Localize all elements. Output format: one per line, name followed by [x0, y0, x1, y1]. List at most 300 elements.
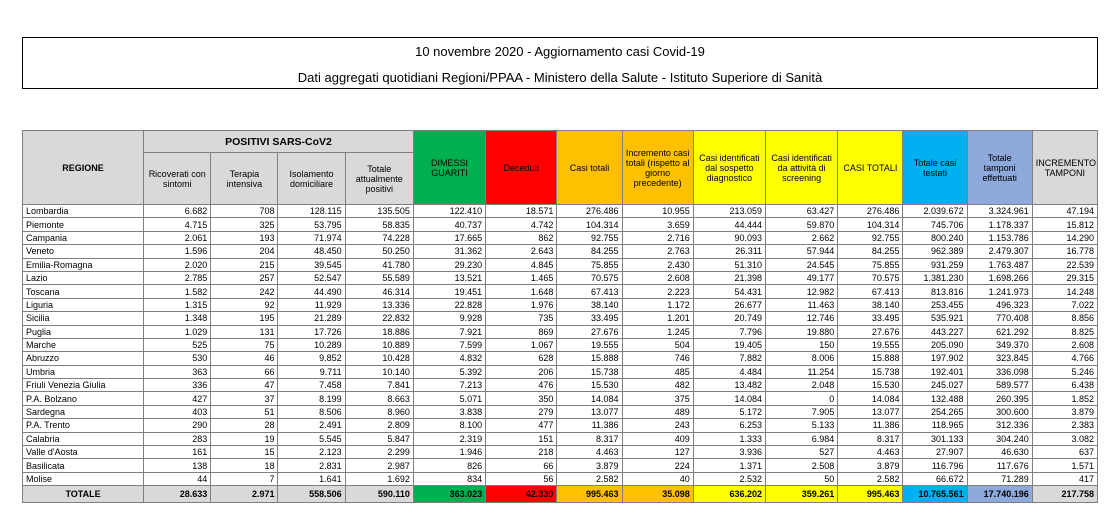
- casi-totali-caps-cell: 11.386: [838, 419, 903, 432]
- deceduti-cell: 1.067: [486, 338, 557, 351]
- dimessi-cell: 17.665: [413, 231, 485, 244]
- screening-cell: 19.880: [766, 325, 838, 338]
- table-row: [23, 352, 1098, 365]
- header-totale-tamponi: Totale tamponi effettuati: [967, 131, 1032, 205]
- region-cell: Abruzzo: [23, 352, 144, 365]
- region-cell: P.A. Bolzano: [23, 392, 144, 405]
- screening-cell: 7.905: [766, 405, 838, 418]
- isolamento-cell: 52.547: [278, 271, 345, 284]
- dimessi-cell: 834: [413, 472, 485, 485]
- isolamento-cell: 128.115: [278, 205, 345, 218]
- totale-positivi-cell: 135.505: [345, 205, 413, 218]
- sospetto-diagnostico-cell: 21.398: [693, 271, 765, 284]
- total-region-cell: TOTALE: [23, 486, 144, 503]
- incremento-casi-cell: 489: [622, 405, 693, 418]
- totale-tamponi-cell: 349.370: [967, 338, 1032, 351]
- dimessi-cell: 7.599: [413, 338, 485, 351]
- deceduti-cell: 4.742: [486, 218, 557, 231]
- totale-testati-cell: 192.401: [903, 365, 967, 378]
- casi-totali-caps-cell: 15.738: [838, 365, 903, 378]
- table-row: [23, 285, 1098, 298]
- screening-cell: 527: [766, 446, 838, 459]
- incremento-casi-cell: 224: [622, 459, 693, 472]
- deceduti-cell: 18.571: [486, 205, 557, 218]
- totale-positivi-cell: 10.140: [345, 365, 413, 378]
- incremento-casi-cell: 375: [622, 392, 693, 405]
- totale-testati-cell: 535.921: [903, 312, 967, 325]
- terapia-intensiva-cell: 18: [211, 459, 278, 472]
- total-row: [23, 486, 1098, 503]
- incremento-casi-cell: 3.659: [622, 218, 693, 231]
- total-screening-cell: 359.261: [766, 486, 838, 503]
- terapia-intensiva-cell: 51: [211, 405, 278, 418]
- totale-testati-cell: 745.706: [903, 218, 967, 231]
- ricoverati-cell: 1.029: [144, 325, 211, 338]
- sospetto-diagnostico-cell: 13.482: [693, 379, 765, 392]
- casi-totali-caps-cell: 8.317: [838, 432, 903, 445]
- terapia-intensiva-cell: 325: [211, 218, 278, 231]
- totale-tamponi-cell: 304.240: [967, 432, 1032, 445]
- ricoverati-cell: 427: [144, 392, 211, 405]
- isolamento-cell: 9.852: [278, 352, 345, 365]
- table-row: [23, 446, 1098, 459]
- sospetto-diagnostico-cell: 1.333: [693, 432, 765, 445]
- sospetto-diagnostico-cell: 2.532: [693, 472, 765, 485]
- totale-positivi-cell: 7.841: [345, 379, 413, 392]
- isolamento-cell: 48.450: [278, 245, 345, 258]
- header-screening: Casi identificati da attività di screening: [766, 131, 838, 205]
- totale-tamponi-cell: 3.324.961: [967, 205, 1032, 218]
- incremento-casi-cell: 2.223: [622, 285, 693, 298]
- sospetto-diagnostico-cell: 213.059: [693, 205, 765, 218]
- totale-positivi-cell: 2.809: [345, 419, 413, 432]
- incremento-casi-cell: 409: [622, 432, 693, 445]
- deceduti-cell: 4.845: [486, 258, 557, 271]
- table-row: [23, 405, 1098, 418]
- totale-testati-cell: 197.902: [903, 352, 967, 365]
- casi-totali-caps-cell: 13.077: [838, 405, 903, 418]
- isolamento-cell: 44.490: [278, 285, 345, 298]
- screening-cell: 59.870: [766, 218, 838, 231]
- totale-tamponi-cell: 336.098: [967, 365, 1032, 378]
- casi-totali-cell: 75.855: [557, 258, 622, 271]
- terapia-intensiva-cell: 195: [211, 312, 278, 325]
- deceduti-cell: 1.976: [486, 298, 557, 311]
- totale-testati-cell: 2.039.672: [903, 205, 967, 218]
- totale-tamponi-cell: 71.289: [967, 472, 1032, 485]
- ricoverati-cell: 4.715: [144, 218, 211, 231]
- casi-totali-cell: 14.084: [557, 392, 622, 405]
- dimessi-cell: 31.362: [413, 245, 485, 258]
- table-row: [23, 392, 1098, 405]
- incremento-tamponi-cell: 14.290: [1032, 231, 1097, 244]
- incremento-tamponi-cell: 15.812: [1032, 218, 1097, 231]
- terapia-intensiva-cell: 131: [211, 325, 278, 338]
- region-cell: Lazio: [23, 271, 144, 284]
- casi-totali-caps-cell: 38.140: [838, 298, 903, 311]
- dimessi-cell: 9.928: [413, 312, 485, 325]
- ricoverati-cell: 161: [144, 446, 211, 459]
- casi-totali-cell: 2.582: [557, 472, 622, 485]
- casi-totali-cell: 276.486: [557, 205, 622, 218]
- totale-testati-cell: 27.907: [903, 446, 967, 459]
- deceduti-cell: 151: [486, 432, 557, 445]
- header-isolamento: Isolamento domiciliare: [278, 153, 345, 205]
- casi-totali-cell: 15.530: [557, 379, 622, 392]
- totale-positivi-cell: 2.987: [345, 459, 413, 472]
- totale-positivi-cell: 8.663: [345, 392, 413, 405]
- screening-cell: 57.944: [766, 245, 838, 258]
- deceduti-cell: 218: [486, 446, 557, 459]
- screening-cell: 8.006: [766, 352, 838, 365]
- dimessi-cell: 19.451: [413, 285, 485, 298]
- totale-testati-cell: 443.227: [903, 325, 967, 338]
- casi-totali-cell: 104.314: [557, 218, 622, 231]
- table-row: [23, 231, 1098, 244]
- region-cell: Liguria: [23, 298, 144, 311]
- sospetto-diagnostico-cell: 19.405: [693, 338, 765, 351]
- dimessi-cell: 5.071: [413, 392, 485, 405]
- totale-positivi-cell: 1.692: [345, 472, 413, 485]
- incremento-casi-cell: 1.172: [622, 298, 693, 311]
- region-cell: Friuli Venezia Giulia: [23, 379, 144, 392]
- casi-totali-caps-cell: 15.888: [838, 352, 903, 365]
- total-totale-testati-cell: 10.765.561: [903, 486, 967, 503]
- sospetto-diagnostico-cell: 51.310: [693, 258, 765, 271]
- casi-totali-caps-cell: 67.413: [838, 285, 903, 298]
- incremento-tamponi-cell: 2.608: [1032, 338, 1097, 351]
- totale-tamponi-cell: 2.479.307: [967, 245, 1032, 258]
- dimessi-cell: 29.230: [413, 258, 485, 271]
- screening-cell: 11.254: [766, 365, 838, 378]
- terapia-intensiva-cell: 19: [211, 432, 278, 445]
- casi-totali-cell: 13.077: [557, 405, 622, 418]
- isolamento-cell: 11.929: [278, 298, 345, 311]
- screening-cell: 150: [766, 338, 838, 351]
- screening-cell: 12.982: [766, 285, 838, 298]
- casi-totali-caps-cell: 19.555: [838, 338, 903, 351]
- totale-tamponi-cell: 770.408: [967, 312, 1032, 325]
- incremento-tamponi-cell: 5.246: [1032, 365, 1097, 378]
- sospetto-diagnostico-cell: 14.084: [693, 392, 765, 405]
- totale-testati-cell: 118.965: [903, 419, 967, 432]
- header-terapia-intensiva: Terapia intensiva: [211, 153, 278, 205]
- header-deceduti: Deceduti: [486, 131, 557, 205]
- region-cell: Emilia-Romagna: [23, 258, 144, 271]
- casi-totali-caps-cell: 84.255: [838, 245, 903, 258]
- table-row: [23, 419, 1098, 432]
- incremento-casi-cell: 2.763: [622, 245, 693, 258]
- isolamento-cell: 71.974: [278, 231, 345, 244]
- totale-positivi-cell: 58.835: [345, 218, 413, 231]
- incremento-tamponi-cell: 3.879: [1032, 405, 1097, 418]
- ricoverati-cell: 1.315: [144, 298, 211, 311]
- ricoverati-cell: 6.682: [144, 205, 211, 218]
- incremento-casi-cell: 243: [622, 419, 693, 432]
- isolamento-cell: 2.831: [278, 459, 345, 472]
- sospetto-diagnostico-cell: 5.172: [693, 405, 765, 418]
- isolamento-cell: 2.491: [278, 419, 345, 432]
- totale-testati-cell: 813.816: [903, 285, 967, 298]
- totale-testati-cell: 254.265: [903, 405, 967, 418]
- casi-totali-caps-cell: 14.084: [838, 392, 903, 405]
- totale-positivi-cell: 22.832: [345, 312, 413, 325]
- totale-positivi-cell: 5.847: [345, 432, 413, 445]
- incremento-casi-cell: 485: [622, 365, 693, 378]
- region-cell: Sicilia: [23, 312, 144, 325]
- terapia-intensiva-cell: 242: [211, 285, 278, 298]
- table-row: [23, 205, 1098, 218]
- incremento-casi-cell: 10.955: [622, 205, 693, 218]
- totale-testati-cell: 800.240: [903, 231, 967, 244]
- table-row: [23, 472, 1098, 485]
- terapia-intensiva-cell: 37: [211, 392, 278, 405]
- table-row: [23, 325, 1098, 338]
- isolamento-cell: 1.641: [278, 472, 345, 485]
- casi-totali-caps-cell: 104.314: [838, 218, 903, 231]
- incremento-tamponi-cell: 8.856: [1032, 312, 1097, 325]
- dimessi-cell: 3.838: [413, 405, 485, 418]
- ricoverati-cell: 2.061: [144, 231, 211, 244]
- isolamento-cell: 17.726: [278, 325, 345, 338]
- totale-tamponi-cell: 117.676: [967, 459, 1032, 472]
- region-cell: Molise: [23, 472, 144, 485]
- report-title: 10 novembre 2020 - Aggiornamento casi Covid-19: [415, 44, 705, 59]
- dimessi-cell: 7.921: [413, 325, 485, 338]
- screening-cell: 2.048: [766, 379, 838, 392]
- total-sospetto-diagnostico-cell: 636.202: [693, 486, 765, 503]
- casi-totali-caps-cell: 75.855: [838, 258, 903, 271]
- sospetto-diagnostico-cell: 1.371: [693, 459, 765, 472]
- totale-tamponi-cell: 1.153.786: [967, 231, 1032, 244]
- deceduti-cell: 735: [486, 312, 557, 325]
- totale-tamponi-cell: 1.178.337: [967, 218, 1032, 231]
- totale-positivi-cell: 10.428: [345, 352, 413, 365]
- region-cell: Toscana: [23, 285, 144, 298]
- totale-positivi-cell: 55.589: [345, 271, 413, 284]
- isolamento-cell: 2.123: [278, 446, 345, 459]
- incremento-tamponi-cell: 14.248: [1032, 285, 1097, 298]
- header-totale-positivi: Totale attualmente positivi: [345, 153, 413, 205]
- casi-totali-cell: 38.140: [557, 298, 622, 311]
- casi-totali-caps-cell: 70.575: [838, 271, 903, 284]
- region-cell: Marche: [23, 338, 144, 351]
- incremento-casi-cell: 2.716: [622, 231, 693, 244]
- ricoverati-cell: 363: [144, 365, 211, 378]
- region-cell: Valle d'Aosta: [23, 446, 144, 459]
- isolamento-cell: 5.545: [278, 432, 345, 445]
- incremento-casi-cell: 746: [622, 352, 693, 365]
- totale-testati-cell: 1.381.230: [903, 271, 967, 284]
- totale-positivi-cell: 13.336: [345, 298, 413, 311]
- totale-tamponi-cell: 1.763.487: [967, 258, 1032, 271]
- incremento-casi-cell: 1.201: [622, 312, 693, 325]
- incremento-tamponi-cell: 1.852: [1032, 392, 1097, 405]
- total-terapia-intensiva-cell: 2.971: [211, 486, 278, 503]
- casi-totali-cell: 11.386: [557, 419, 622, 432]
- incremento-casi-cell: 1.245: [622, 325, 693, 338]
- ricoverati-cell: 530: [144, 352, 211, 365]
- casi-totali-cell: 33.495: [557, 312, 622, 325]
- ricoverati-cell: 2.785: [144, 271, 211, 284]
- dimessi-cell: 826: [413, 459, 485, 472]
- totale-tamponi-cell: 300.600: [967, 405, 1032, 418]
- terapia-intensiva-cell: 75: [211, 338, 278, 351]
- dimessi-cell: 8.100: [413, 419, 485, 432]
- covid-data-table: [22, 130, 1098, 503]
- ricoverati-cell: 290: [144, 419, 211, 432]
- dimessi-cell: 4.832: [413, 352, 485, 365]
- table-row: [23, 459, 1098, 472]
- deceduti-cell: 476: [486, 379, 557, 392]
- header-incremento-casi: Incremento casi totali (rispetto al giorno precedente): [622, 131, 693, 205]
- screening-cell: 49.177: [766, 271, 838, 284]
- casi-totali-cell: 27.676: [557, 325, 622, 338]
- screening-cell: 11.463: [766, 298, 838, 311]
- screening-cell: 50: [766, 472, 838, 485]
- sospetto-diagnostico-cell: 44.444: [693, 218, 765, 231]
- total-ricoverati-cell: 28.633: [144, 486, 211, 503]
- deceduti-cell: 2.643: [486, 245, 557, 258]
- screening-cell: 24.545: [766, 258, 838, 271]
- incremento-casi-cell: 504: [622, 338, 693, 351]
- header-dimessi: DIMESSI GUARITI: [413, 131, 485, 205]
- casi-totali-cell: 19.555: [557, 338, 622, 351]
- header-casi-totali-caps: CASI TOTALI: [838, 131, 903, 205]
- isolamento-cell: 53.795: [278, 218, 345, 231]
- totale-testati-cell: 132.488: [903, 392, 967, 405]
- isolamento-cell: 8.199: [278, 392, 345, 405]
- ricoverati-cell: 138: [144, 459, 211, 472]
- deceduti-cell: 628: [486, 352, 557, 365]
- totale-tamponi-cell: 46.630: [967, 446, 1032, 459]
- deceduti-cell: 206: [486, 365, 557, 378]
- totale-positivi-cell: 2.299: [345, 446, 413, 459]
- casi-totali-cell: 4.463: [557, 446, 622, 459]
- table-row: [23, 271, 1098, 284]
- deceduti-cell: 869: [486, 325, 557, 338]
- deceduti-cell: 1.648: [486, 285, 557, 298]
- incremento-casi-cell: 40: [622, 472, 693, 485]
- totale-positivi-cell: 18.886: [345, 325, 413, 338]
- total-incremento-tamponi-cell: 217.758: [1032, 486, 1097, 503]
- screening-cell: 2.508: [766, 459, 838, 472]
- screening-cell: 6.984: [766, 432, 838, 445]
- sospetto-diagnostico-cell: 7.882: [693, 352, 765, 365]
- terapia-intensiva-cell: 7: [211, 472, 278, 485]
- casi-totali-caps-cell: 27.676: [838, 325, 903, 338]
- total-casi-totali-cell: 995.463: [557, 486, 622, 503]
- sospetto-diagnostico-cell: 90.093: [693, 231, 765, 244]
- totale-testati-cell: 66.672: [903, 472, 967, 485]
- deceduti-cell: 66: [486, 459, 557, 472]
- total-incremento-casi-cell: 35.098: [622, 486, 693, 503]
- terapia-intensiva-cell: 66: [211, 365, 278, 378]
- incremento-casi-cell: 2.430: [622, 258, 693, 271]
- casi-totali-cell: 92.755: [557, 231, 622, 244]
- ricoverati-cell: 44: [144, 472, 211, 485]
- casi-totali-caps-cell: 276.486: [838, 205, 903, 218]
- incremento-tamponi-cell: 16.778: [1032, 245, 1097, 258]
- sospetto-diagnostico-cell: 4.484: [693, 365, 765, 378]
- totale-positivi-cell: 50.250: [345, 245, 413, 258]
- incremento-tamponi-cell: 2.383: [1032, 419, 1097, 432]
- dimessi-cell: 2.319: [413, 432, 485, 445]
- ricoverati-cell: 336: [144, 379, 211, 392]
- region-cell: Basilicata: [23, 459, 144, 472]
- casi-totali-cell: 70.575: [557, 271, 622, 284]
- isolamento-cell: 10.289: [278, 338, 345, 351]
- deceduti-cell: 350: [486, 392, 557, 405]
- title-box: [22, 37, 1098, 89]
- sospetto-diagnostico-cell: 6.253: [693, 419, 765, 432]
- incremento-tamponi-cell: 29.315: [1032, 271, 1097, 284]
- incremento-casi-cell: 127: [622, 446, 693, 459]
- casi-totali-cell: 84.255: [557, 245, 622, 258]
- sospetto-diagnostico-cell: 20.749: [693, 312, 765, 325]
- dimessi-cell: 13.521: [413, 271, 485, 284]
- casi-totali-caps-cell: 2.582: [838, 472, 903, 485]
- table-row: [23, 218, 1098, 231]
- deceduti-cell: 477: [486, 419, 557, 432]
- incremento-tamponi-cell: 47.194: [1032, 205, 1097, 218]
- isolamento-cell: 39.545: [278, 258, 345, 271]
- region-cell: Piemonte: [23, 218, 144, 231]
- table-row: [23, 298, 1098, 311]
- incremento-tamponi-cell: 22.539: [1032, 258, 1097, 271]
- terapia-intensiva-cell: 15: [211, 446, 278, 459]
- table-body: [23, 205, 1098, 503]
- region-cell: Sardegna: [23, 405, 144, 418]
- casi-totali-caps-cell: 33.495: [838, 312, 903, 325]
- deceduti-cell: 279: [486, 405, 557, 418]
- casi-totali-caps-cell: 92.755: [838, 231, 903, 244]
- deceduti-cell: 1.465: [486, 271, 557, 284]
- totale-tamponi-cell: 621.292: [967, 325, 1032, 338]
- incremento-tamponi-cell: 417: [1032, 472, 1097, 485]
- region-cell: Lombardia: [23, 205, 144, 218]
- screening-cell: 2.662: [766, 231, 838, 244]
- incremento-casi-cell: 2.608: [622, 271, 693, 284]
- totale-tamponi-cell: 1.241.973: [967, 285, 1032, 298]
- casi-totali-caps-cell: 15.530: [838, 379, 903, 392]
- ricoverati-cell: 403: [144, 405, 211, 418]
- incremento-tamponi-cell: 1.571: [1032, 459, 1097, 472]
- casi-totali-cell: 15.888: [557, 352, 622, 365]
- total-isolamento-cell: 558.506: [278, 486, 345, 503]
- totale-testati-cell: 301.133: [903, 432, 967, 445]
- dimessi-cell: 22.828: [413, 298, 485, 311]
- total-totale-positivi-cell: 590.110: [345, 486, 413, 503]
- table-row: [23, 365, 1098, 378]
- header-regione: REGIONE: [23, 131, 144, 205]
- incremento-tamponi-cell: 637: [1032, 446, 1097, 459]
- totale-positivi-cell: 46.314: [345, 285, 413, 298]
- total-totale-tamponi-cell: 17.740.196: [967, 486, 1032, 503]
- incremento-tamponi-cell: 3.082: [1032, 432, 1097, 445]
- terapia-intensiva-cell: 193: [211, 231, 278, 244]
- header-totale-testati: Totale casi testati: [903, 131, 967, 205]
- totale-testati-cell: 931.259: [903, 258, 967, 271]
- report-subtitle: Dati aggregati quotidiani Regioni/PPAA - Ministero della Salute - Istituto Superiore di Sanità: [297, 70, 823, 85]
- terapia-intensiva-cell: 46: [211, 352, 278, 365]
- dimessi-cell: 7.213: [413, 379, 485, 392]
- totale-positivi-cell: 74.228: [345, 231, 413, 244]
- totale-positivi-cell: 41.780: [345, 258, 413, 271]
- totale-tamponi-cell: 496.323: [967, 298, 1032, 311]
- table-row: [23, 432, 1098, 445]
- incremento-tamponi-cell: 8.825: [1032, 325, 1097, 338]
